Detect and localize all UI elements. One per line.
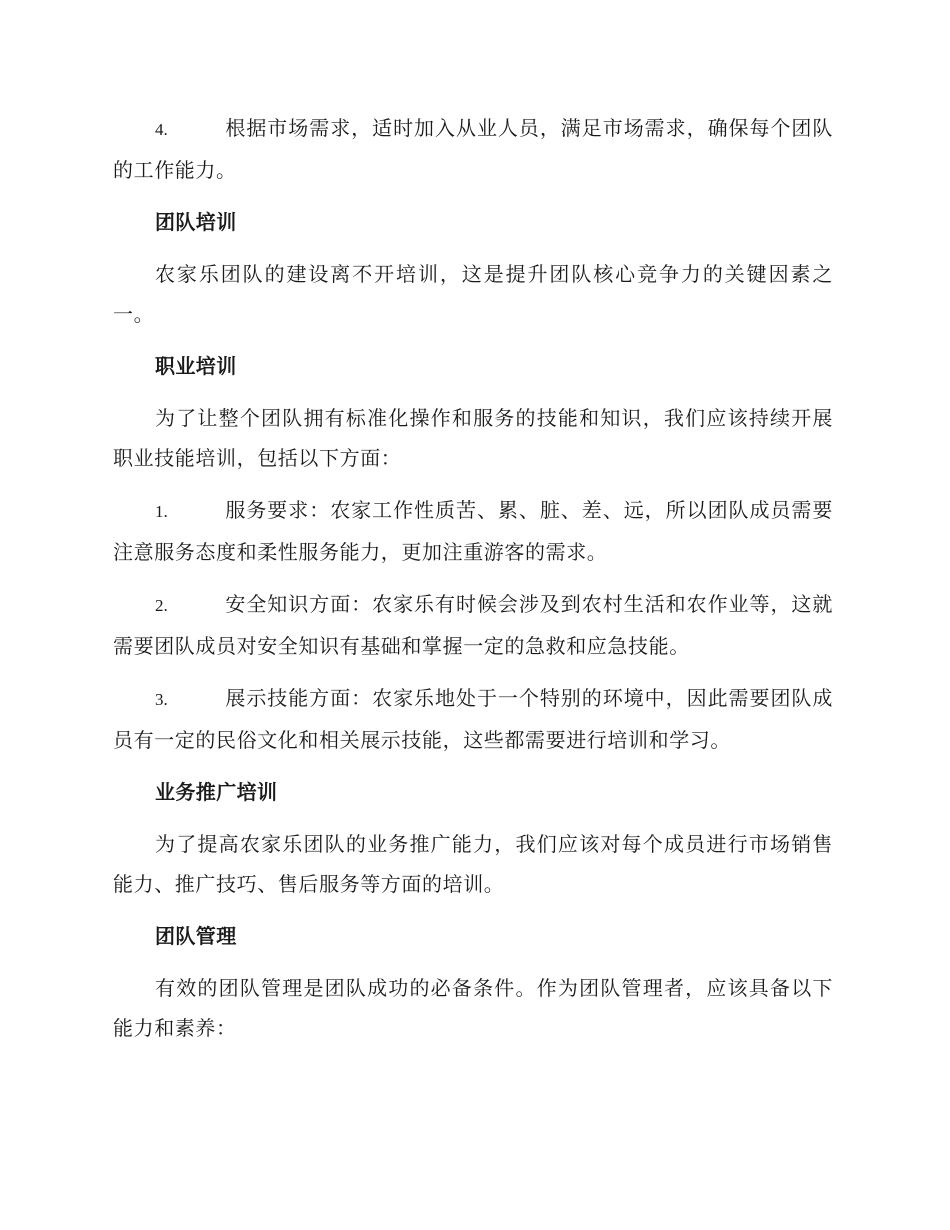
- section-heading-vocational-training: 职业培训: [155, 354, 237, 378]
- paragraph: 农家乐团队的建设离不开培训，这是提升团队核心竞争力的关键因素之一。: [113, 262, 833, 326]
- section-heading-team-management: 团队管理: [155, 924, 237, 948]
- list-item-2: [113, 584, 833, 666]
- list-text: 安全知识方面：农家乐有时候会涉及到农村生活和农作业等，这就需要团队成员对安全知识有基础和掌握一定的急救和应急技能。: [113, 592, 833, 658]
- document-page: [113, 108, 833, 1060]
- list-item-3: [113, 678, 833, 760]
- paragraph: 为了让整个团队拥有标准化操作和服务的技能和知识，我们应该持续开展职业技能培训，包括以下方面：: [113, 406, 833, 470]
- section-heading-team-training: 团队培训: [155, 210, 237, 234]
- list-item-4: [113, 108, 833, 190]
- paragraph: 为了提高农家乐团队的业务推广能力，我们应该对每个成员进行市场销售能力、推广技巧、售后服务等方面的培训。: [113, 832, 833, 896]
- list-text: 服务要求：农家工作性质苦、累、脏、差、远，所以团队成员需要注意服务态度和柔性服务能力，更加注重游客的需求。: [113, 498, 833, 564]
- list-text: 展示技能方面：农家乐地处于一个特别的环境中，因此需要团队成员有一定的民俗文化和相关展示技能，这些都需要进行培训和学习。: [113, 686, 833, 752]
- paragraph: 有效的团队管理是团队成功的必备条件。作为团队管理者，应该具备以下能力和素养：: [113, 976, 833, 1040]
- list-item-1: [113, 490, 833, 572]
- list-number: 4.: [155, 120, 168, 139]
- list-text: 根据市场需求，适时加入从业人员，满足市场需求，确保每个团队的工作能力。: [113, 116, 833, 182]
- list-number: 2.: [155, 596, 168, 615]
- section-heading-business-promotion-training: 业务推广培训: [155, 780, 278, 804]
- list-number: 3.: [155, 690, 168, 709]
- list-number: 1.: [155, 502, 168, 521]
